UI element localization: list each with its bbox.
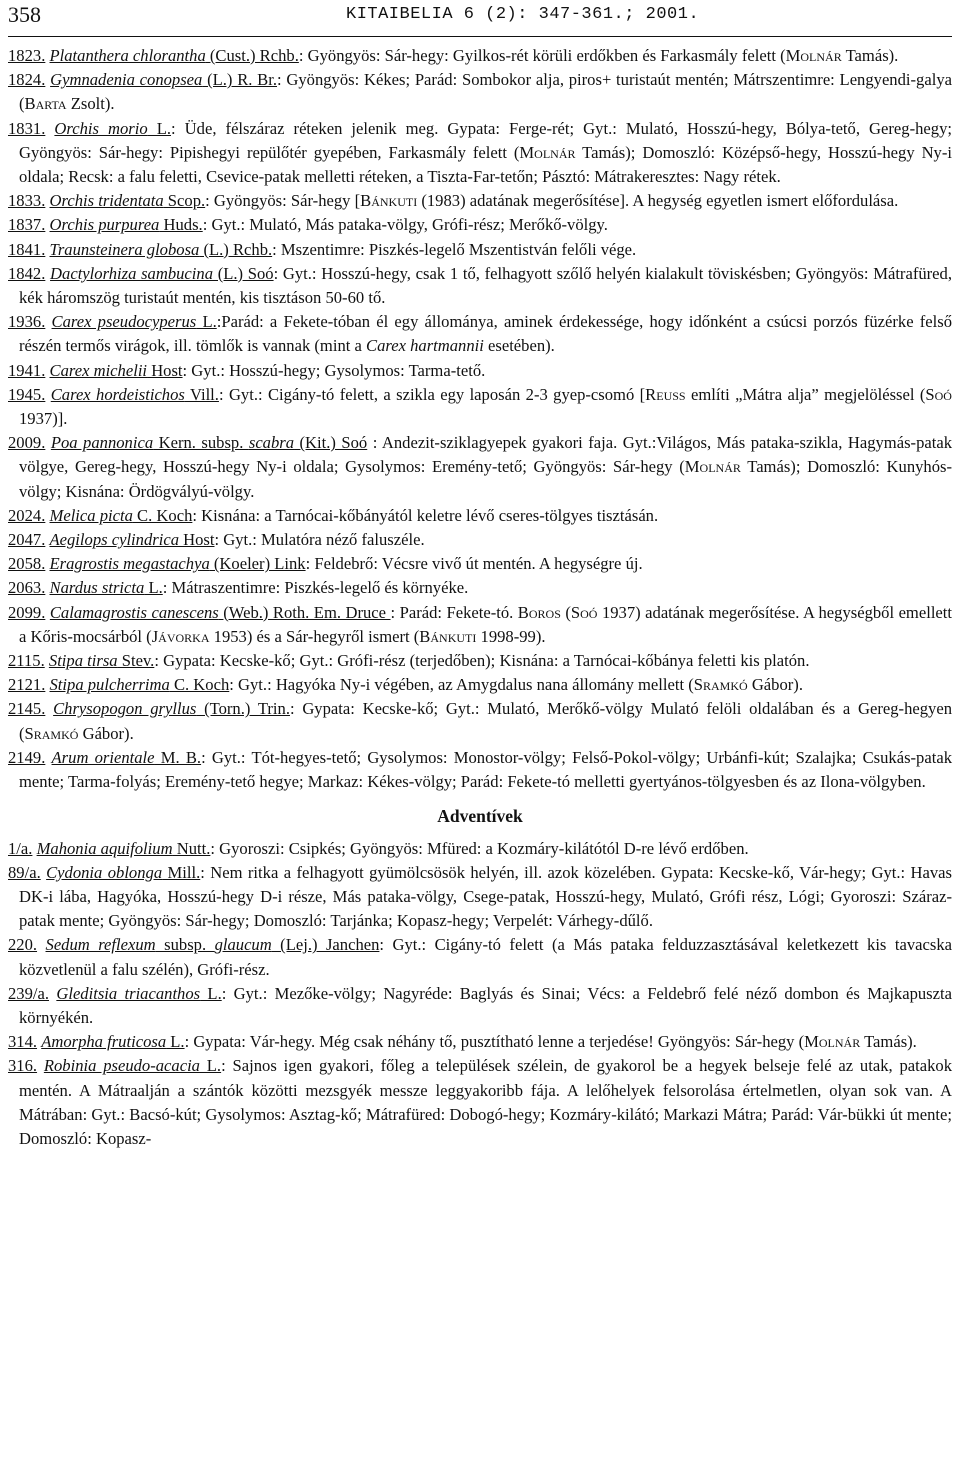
species-entry [8, 238, 952, 262]
species-entry [8, 359, 952, 383]
entry-number: 1831. [8, 118, 46, 138]
taxon-name: Orchis morio L. [54, 118, 172, 138]
taxon-name: Cydonia oblonga Mill. [46, 862, 201, 882]
taxon-name: Robinia pseudo-acacia L. [43, 1056, 222, 1076]
species-entry [8, 673, 952, 697]
species-entry [8, 68, 952, 116]
species-entry [8, 213, 952, 237]
entry-number: 239/a. [8, 983, 50, 1003]
entry-number: 1823. [8, 46, 46, 65]
taxon-name: Carex hordeistichos Vill. [50, 384, 219, 404]
entry-number: 1837. [8, 215, 46, 235]
taxon-name: Gleditsia triacanthos L. [56, 983, 222, 1003]
article-body [8, 44, 952, 1151]
entry-text: : Mszentimre: Piszkés-legelő Mszentistván felőli vége. [272, 239, 637, 259]
entry-text: : Üde, félszáraz réteken jelenik meg. Gypata: Ferge-rét; Gyt.: Mulató, Hosszú-hegy, Bólya-tető, Gereg-hegy; Gyöngyös: Sár-hegy: Pipishegyi repülőtér gyepében, Farkasmály felett (Molnár Tamás); Domoszló: Középső-hegy, Hosszú-hegy Ny-i oldala; Recsk: a falu feletti, Csevice-patak melletti réteken, a Tiszta-Far-tetőn; Pásztó: Mátrakeresztes: Nagy rétek. [19, 118, 952, 187]
entry-number: 2047. [8, 530, 46, 550]
taxon-name: Amorpha fruticosa L. [41, 1032, 185, 1052]
species-entry [8, 576, 952, 600]
taxon-name: Carex pseudocyperus L. [51, 312, 217, 332]
entry-text: :Parád: a Fekete-tóban él egy állománya, aminek érdekessége, hogy időnként a csúcsi porzós füzérke felső részén termős virágok, ill. tömlők is vannak (mint a Carex hartmannii esetében). [19, 312, 952, 356]
taxon-name: Poa pannonica Kern. subsp. scabra (Kit.) Soó [50, 433, 368, 453]
species-entry [8, 982, 952, 1030]
species-entry [8, 697, 952, 745]
species-entry [8, 189, 952, 213]
entry-text: : Gyt.: Mulató, Más pataka-völgy, Grófi-rész; Merőkő-völgy. [202, 215, 608, 235]
entry-text: : Gyöngyös: Sár-hegy [Bánkuti (1983) adatának megerősítése]. A hegység egyetlen ismert előfordulása. [205, 191, 899, 211]
entry-text: : Gyt.: Cigány-tó felett, a szikla egy laposán 2-3 gyep-csomó [Reuss említi „Mátra alja” megjelöléssel (Soó 1937)]. [19, 384, 952, 429]
entry-text: : Nem ritka a felhagyott gyümölcsösök helyén, ill. azok közelében. Gypata: Kecske-kő, Vár-hegy; Gyt.: Havas DK-i lába, Hagyóka, Hosszú-hegy D-i része, Más pataka-völgy, Csege-patak, Hosszú-hegy, Mulató, Grófi rész, Lógi; Gyoroszi: Száraz-patak mente; Gyöngyös: Sár-hegy; Domoszló: Tarjánka; Kopasz-hegy; Verpelét: Várhegy-dűlő. [19, 862, 952, 931]
species-entry [8, 44, 952, 68]
entry-number: 2009. [8, 433, 46, 453]
entry-number: 2121. [8, 675, 46, 695]
entry-number: 2058. [8, 554, 46, 574]
taxon-name: Arum orientale M. B. [51, 747, 202, 767]
species-entry [8, 746, 952, 794]
entry-text: : Gyt.: Mulatóra néző faluszéle. [214, 530, 425, 550]
taxon-name: Mahonia aquifolium Nutt. [36, 838, 211, 858]
species-entry [8, 262, 952, 310]
entry-text: : Sajnos igen gyakori, főleg a települések szélein, de gyakorol be a hegyek belseje felé az utak, patakok mentén. A Mátraalján a szántók közötti mezsgyék messze leggyakoribb fája. A lelőhelyek felsorolása értelmetlen, olyan sok van. A Mátrában: Gyt.: Bacsó-kút; Gysolymos: Asztag-kő; Mátrafüred: Dobogó-hegy; Kozmáry-kilátó; Markazi Mátra; Parád: Vár-bükki út mente; Domoszló: Kopasz- [19, 1056, 952, 1148]
entry-number: 1936. [8, 312, 46, 332]
species-entry [8, 861, 952, 934]
entry-number: 2063. [8, 578, 46, 598]
entry-number: 1842. [8, 263, 46, 283]
taxon-name: Nardus stricta L. [49, 578, 163, 598]
entry-text: : Gyt.: Hosszú-hegy, csak 1 tő, felhagyott szőlő helyén kialakult töviskésben; Gyöngyös: Mátrafüred, kék háromszög turistaút mentén, kis tisztáson 50-60 tő. [19, 263, 952, 308]
species-list [8, 44, 952, 794]
taxon-name: Calamagrostis canescens (Web.) Roth. Em. Druce [49, 602, 391, 622]
species-entry [8, 504, 952, 528]
species-entry [8, 1054, 952, 1151]
species-entry [8, 601, 952, 649]
species-entry [8, 1030, 952, 1054]
entry-number: 1945. [8, 384, 46, 404]
entry-number: 1/a. [8, 838, 33, 858]
entry-number: 314. [8, 1032, 38, 1052]
header-rule [8, 36, 952, 37]
entry-number: 2145. [8, 699, 46, 719]
entry-text: : Gyoroszi: Csipkés; Gyöngyös: Mfüred: a Kozmáry-kilátótól D-re lévő erdőben. [210, 838, 749, 858]
entry-text: : Gyt.: Cigány-tó felett (a Más pataka felduzzasztásával keletkezett kis tavacska közvetlenül a falu szélén), Grófi-rész. [19, 935, 952, 979]
entry-number: 1841. [8, 239, 46, 259]
taxon-name: Platanthera chlorantha (Cust.) Rchb. [49, 46, 299, 65]
entry-text: : Gyt.: Hosszú-hegy; Gysolymos: Tarma-tető. [182, 360, 486, 380]
entry-number: 220. [8, 935, 38, 955]
entry-text: : Gyt.: Hagyóka Ny-i végében, az Amygdalus nana állomány mellett (Sramkó Gábor). [229, 675, 803, 695]
taxon-name: Eragrostis megastachya (Koeler) Link [49, 554, 306, 574]
adventive-species-list [8, 837, 952, 1152]
entry-text: : Andezit-sziklagyepek gyakori faja. Gyt.:Világos, Más pataka-szikla, Hagymás-patak völgye, Gereg-hegy, Hosszú-hegy Ny-i oldala; Gysolymos: Eremény-tető; Gyöngyös: Sár-hegy (Molnár Tamás); Domoszló: Kunyhós-völgy; Kisnána: Ördögvályú-völgy. [19, 433, 952, 501]
taxon-name: Aegilops cylindrica Host [49, 530, 215, 550]
entry-number: 2149. [8, 747, 46, 767]
species-entry [8, 117, 952, 190]
entry-number: 89/a. [8, 862, 41, 882]
page-number: 358 [8, 2, 41, 27]
species-entry [8, 528, 952, 552]
section-title: Adventívek [437, 806, 523, 827]
taxon-name: Orchis tridentata Scop. [49, 191, 206, 211]
entry-text: : Mátraszentimre: Piszkés-legelő és környéke. [162, 578, 469, 598]
species-entry [8, 933, 952, 981]
species-entry [8, 837, 952, 861]
entry-text: : Gyt.: Tót-hegyes-tető; Gysolymos: Monostor-völgy; Felső-Pokol-völgy; Urbánfi-kút; Szalajka; Csukás-patak mente; Tarma-folyás; Eremény-tető hegye; Markaz: Kékes-völgy; Parád: Fekete-tó melletti gyertyános-tölgyesben és az Ilona-völgyben. [19, 747, 952, 792]
entry-number: 1824. [8, 70, 46, 90]
entry-number: 2099. [8, 602, 46, 622]
running-header [8, 2, 952, 30]
species-entry [8, 383, 952, 431]
entry-number: 1833. [8, 191, 46, 211]
taxon-name: Dactylorhiza sambucina (L.) Soó [50, 263, 274, 283]
entry-text: : Gyöngyös: Kékes; Parád: Sombokor alja, piros+ turistaút mentén; Mátrszentimre: Lengyendi-galya (Barta Zsolt). [19, 70, 952, 114]
entry-text: : Gypata: Kecske-kő; Gyt.: Grófi-rész (terjedőben); Kisnána: a Tarnócai-kőbánya feletti kis platón. [154, 651, 810, 671]
entry-number: 2024. [8, 505, 46, 525]
entry-text: : Gypata: Kecske-kő; Gyt.: Mulató, Merőkő-völgy Mulató felöli oldalában és a Gereg-hegyen (Sramkó Gábor). [19, 699, 952, 743]
taxon-name: Carex michelii Host [49, 360, 183, 380]
taxon-name: Stipa pulcherrima C. Koch [49, 675, 230, 695]
entry-text: : Gypata: Vár-hegy. Még csak néhány tő, pusztítható lenne a terjedése! Gyöngyös: Sár-hegy (Molnár Tamás). [184, 1032, 917, 1052]
taxon-name: Orchis purpurea Huds. [49, 215, 203, 235]
taxon-name: Melica picta C. Koch [49, 505, 193, 525]
entry-number: 1941. [8, 360, 46, 380]
taxon-name: Stipa tirsa Stev. [48, 651, 155, 671]
taxon-name: Chrysopogon gryllus (Torn.) Trin. [53, 699, 290, 719]
entry-number: 2115. [8, 651, 45, 671]
taxon-name: Gymnadenia conopsea (L.) R. Br. [50, 70, 278, 90]
species-entry [8, 552, 952, 576]
entry-text: : Gyöngyös: Sár-hegy: Gyilkos-rét körüli erdőkben és Farkasmály felett (Molnár Tamás). [298, 46, 899, 65]
species-entry [8, 649, 952, 673]
entry-text: : Feldebrő: Vécsre vivő út mentén. A hegységre új. [305, 554, 643, 574]
entry-text: : Parád: Fekete-tó. Boros (Soó 1937) adatának megerősítése. A hegységből emellett a Kőris-mocsárból (Jávorka 1953) és a Sár-hegyről ismert (Bánkuti 1998-99). [19, 602, 953, 646]
entry-text: : Gyt.: Mezőke-völgy; Nagyréde: Baglyás és Sinai; Vécs: a Feldebrő felé néző dombon és Majkapuszta környékén. [19, 983, 952, 1027]
running-title: KITAIBELIA 6 (2): 347-361.; 2001. [346, 5, 700, 24]
species-entry [8, 310, 952, 358]
taxon-name: Sedum reflexum subsp. glaucum (Lej.) Janchen [45, 935, 380, 955]
entry-text: : Kisnána: a Tarnócai-kőbányától keletre lévő cseres-tölgyes tisztásán. [192, 505, 659, 525]
species-entry [8, 431, 952, 504]
taxon-name: Traunsteinera globosa (L.) Rchb. [49, 239, 273, 259]
entry-number: 316. [8, 1056, 38, 1076]
